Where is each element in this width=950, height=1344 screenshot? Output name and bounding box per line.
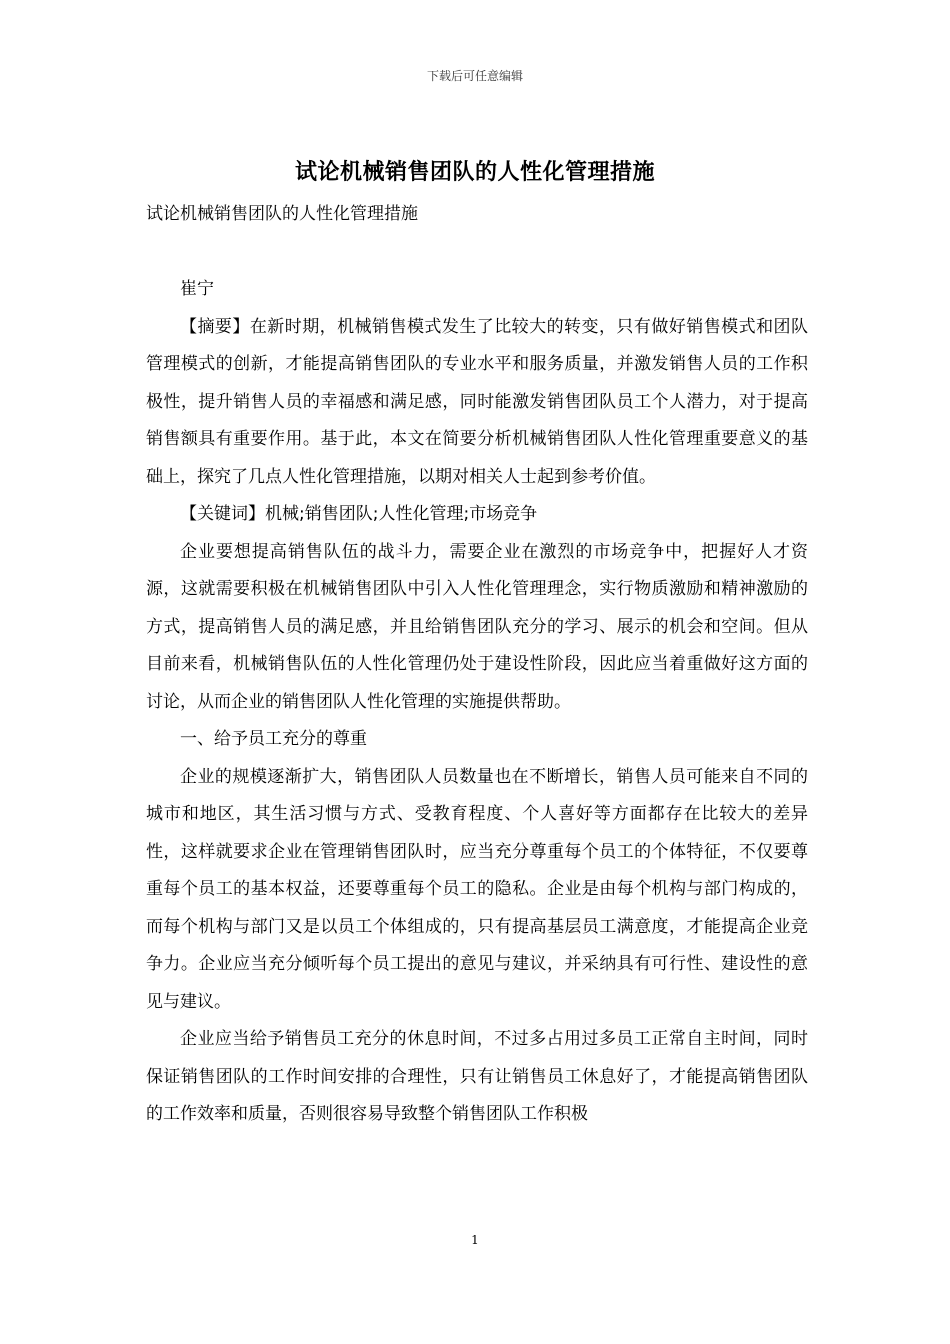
body-paragraph: 企业应当给予销售员工充分的休息时间，不过多占用过多员工正常自主时间，同时保证销售团队的工作时间安排的合理性，只有让销售员工休息好了，才能提高销售团队的工作效率和质量，否则很容易导致整个销售团队工作积极 bbox=[146, 1029, 808, 1124]
document-body bbox=[146, 196, 808, 1134]
abstract-paragraph: 【摘要】在新时期，机械销售模式发生了比较大的转变，只有做好销售模式和团队管理模式的创新，才能提高销售团队的专业水平和服务质量，并激发销售人员的工作积极性，提升销售人员的幸福感和满足感，同时能激发销售团队员工个人潜力，对于提高销售额具有重要作用。基于此，本文在简要分析机械销售团队人性化管理重要意义的基础上，探究了几点人性化管理措施，以期对相关人士起到参考价值。 bbox=[146, 316, 808, 487]
keywords-line: 【关键词】机械;销售团队;人性化管理;市场竞争 bbox=[180, 504, 538, 524]
body-paragraph: 企业的规模逐渐扩大，销售团队人员数量也在不断增长，销售人员可能来自不同的城市和地区，其生活习惯与方式、受教育程度、个人喜好等方面都存在比较大的差异性，这样就要求企业在管理销售团队时，应当充分尊重每个员工的个体特征，不仅要尊重每个员工的基本权益，还要尊重每个员工的隐私。企业是由每个机构与部门构成的，而每个机构与部门又是以员工个体组成的，只有提高基层员工满意度，才能提高企业竞争力。企业应当充分倾听每个员工提出的意见与建议，并采纳具有可行性、建设性的意见与建议。 bbox=[146, 766, 808, 1012]
blank-line bbox=[146, 234, 808, 272]
page-number: 1 bbox=[471, 1233, 479, 1247]
author-line: 崔宁 bbox=[180, 279, 214, 299]
section-heading: 一、给予员工充分的尊重 bbox=[180, 729, 367, 749]
intro-paragraph: 企业要想提高销售队伍的战斗力，需要企业在激烈的市场竞争中，把握好人才资源，这就需要积极在机械销售团队中引入人性化管理理念，实行物质激励和精神激励的方式，提高销售人员的满足感，并且给销售团队充分的学习、展示的机会和空间。但从目前来看，机械销售队伍的人性化管理仍处于建设性阶段，因此应当着重做好这方面的讨论，从而企业的销售团队人性化管理的实施提供帮助。 bbox=[146, 541, 808, 712]
header-note: 下载后可任意编辑 bbox=[426, 69, 523, 83]
document-title: 试论机械销售团队的人性化管理措施 bbox=[294, 160, 655, 185]
subtitle-line: 试论机械销售团队的人性化管理措施 bbox=[146, 204, 418, 224]
